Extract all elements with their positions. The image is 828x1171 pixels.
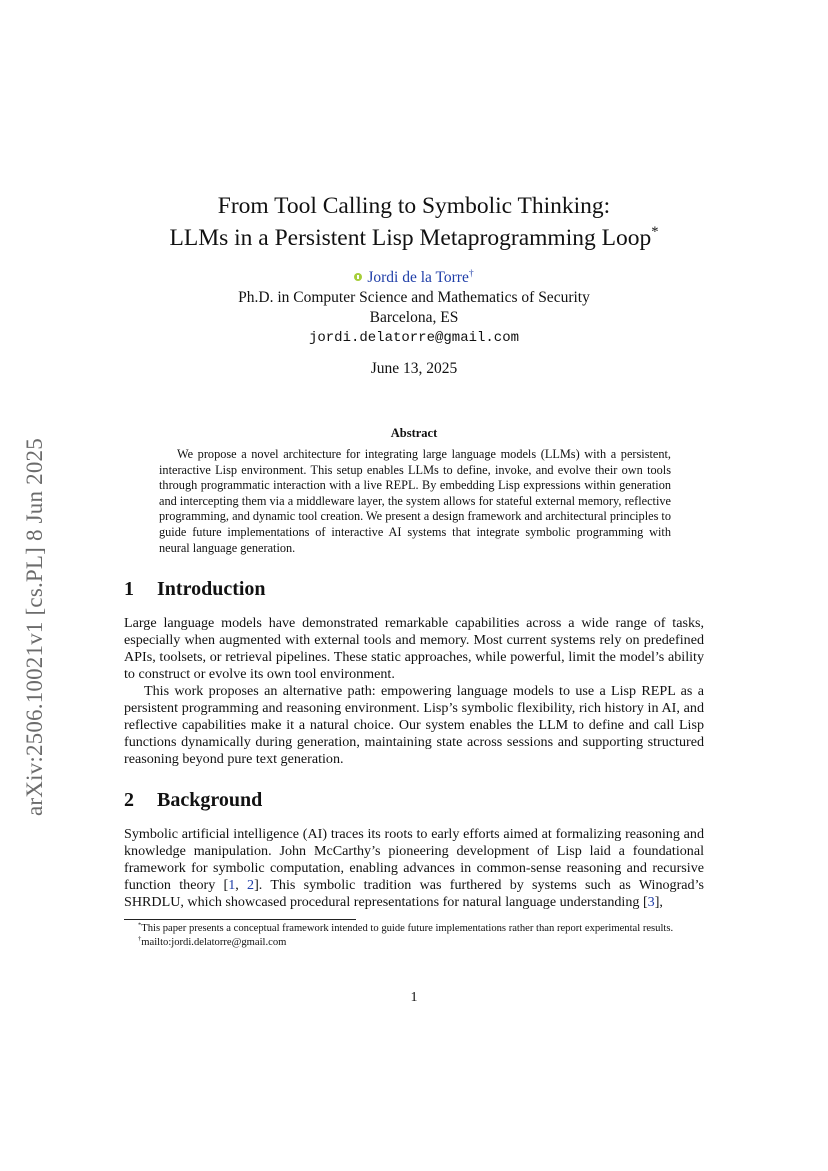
citation-link[interactable]: 1	[228, 877, 236, 894]
author-email: jordi.delatorre@gmail.com	[308, 330, 520, 346]
footnote-mark: *	[138, 921, 142, 929]
paper-date: June 13, 2025	[370, 360, 458, 377]
title-line-2-text: LLMs in a Persistent Lisp Metaprogramming Loop	[169, 225, 652, 251]
footnote-divider	[124, 919, 356, 920]
section-number: 1	[124, 578, 134, 600]
footnotes	[124, 922, 704, 949]
background-text: ,	[235, 877, 248, 894]
footnote-2	[124, 936, 704, 950]
section-title: Introduction	[157, 578, 266, 600]
abstract-text: We propose a novel architecture for integrating large language models (LLMs) with a persistent, interactive Lisp environment. This setup enables LLMs to define, invoke, and evolve their own tools through programmatic interaction with a live REPL. By embedding Lisp expressions within generation and intercepting them via a middleware layer, the system allows for stateful external memory, reflective programming, and dynamic tool creation. We present a design framework and architectural principles to guide future implementations of interactive AI systems that integrate symbolic programming with neural language generation.	[159, 447, 672, 555]
section-heading-background	[124, 789, 262, 812]
introduction-paragraph-2: This work proposes an alternative path: empowering language models to use a Lisp REPL as a persistent programming and reasoning environment. Lisp’s symbolic flexibility, rich history in AI, and reflective capabilities make it a natural choice. Our system enables the LLM to define and call Lisp functions dynamically during generation, maintaining state across sessions and supporting structured reasoning beyond pure text generation.	[124, 683, 704, 768]
author-affiliation: Ph.D. in Computer Science and Mathematics of Security	[238, 289, 590, 306]
footnote-mark: †	[138, 934, 142, 942]
footnote-text: This paper presents a conceptual framework intended to guide future implementations rather than report experimental results.	[141, 923, 674, 934]
paper-title	[0, 190, 828, 254]
introduction-paragraph-1: Large language models have demonstrated remarkable capabilities across a wide range of tasks, especially when augmented with external tools and memory. Most current systems rely on predefined APIs, toolsets, or retrieval pipelines. These static approaches, while powerful, limit the model’s ability to construct or evolve its own tool environment.	[124, 615, 704, 683]
title-footnote-mark[interactable]: *	[651, 224, 659, 241]
citation-link[interactable]: 3	[647, 894, 655, 911]
background-text: ],	[654, 894, 663, 911]
title-line-1: From Tool Calling to Symbolic Thinking:	[217, 193, 611, 219]
background-text: ]. This symbolic tradition was furthered by systems such as Winograd’s SHRDLU, which showcased procedural representations for natural language understanding [	[124, 877, 705, 911]
author-block	[0, 268, 828, 348]
arxiv-identifier[interactable]: arXiv:2506.10021v1 [cs.PL] 8 Jun 2025	[22, 438, 47, 816]
author-location: Barcelona, ES	[369, 309, 459, 326]
abstract-heading: Abstract	[390, 426, 438, 440]
author-line	[0, 268, 828, 288]
footnote-1	[124, 922, 704, 936]
title-line-2	[0, 222, 828, 254]
section-title: Background	[157, 789, 263, 811]
section-heading-introduction	[124, 578, 266, 601]
page-number: 1	[410, 990, 418, 1005]
footnote-email-link[interactable]: mailto:jordi.delatorre@gmail.com	[141, 936, 287, 948]
orcid-icon[interactable]	[354, 273, 362, 281]
author-footnote-mark[interactable]: †	[468, 267, 474, 279]
section-number: 2	[124, 789, 134, 811]
author-name-link[interactable]: Jordi de la Torre	[367, 269, 469, 286]
background-paragraph-1	[124, 826, 704, 911]
background-text: Symbolic artificial intelligence (AI) traces its roots to early efforts aimed at formalizing reasoning and knowledge manipulation. John McCarthy’s pioneering development of Lisp laid a foundational framework for symbolic computation, enabling advances in common-sense reasoning and recursive function theory [	[124, 826, 704, 894]
citation-link[interactable]: 2	[247, 877, 255, 894]
